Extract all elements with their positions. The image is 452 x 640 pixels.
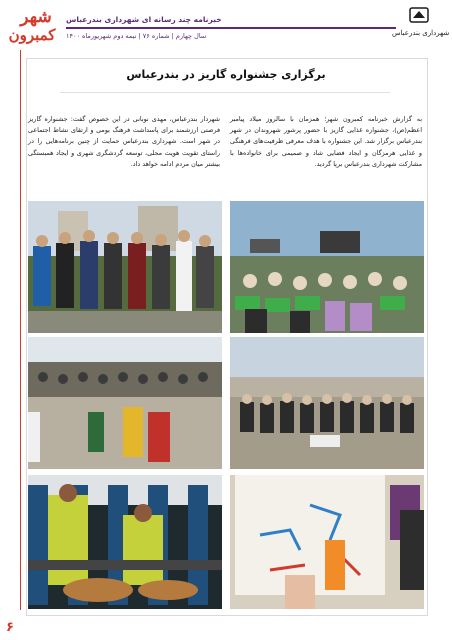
newsletter-title: خبرنامه چند رسانه ای شهرداری بندرعباس [66, 15, 222, 24]
page-number: ۶ [6, 620, 14, 635]
article-column-left: شهردار بندرعباس، مهدی نوبانی در این خصوص گفت: جشنواره گاریز فرصتی ارزشمند برای پاسداشت فرهنگ بومی و ارتقای نشاط اجتماعی در شهر است. شهرداری بندرعباس حمایت از چنین برنامه‌هایی را در راستای تقویت هویت محلی، توسعه گردشگری شهری و ایجاد همبستگی بیشتر میان مردم ادامه خواهد داد. [28, 115, 220, 168]
title-divider [60, 92, 390, 93]
photo-officials-standing [28, 201, 222, 333]
svg-text:شهر: شهر [20, 7, 52, 27]
emblem-icon [408, 6, 430, 24]
page-header [0, 0, 452, 50]
photo-panel-audience [230, 337, 424, 469]
photo-cooking-stall [28, 475, 222, 609]
municipality-name: شهرداری بندرعباس [392, 29, 450, 37]
side-accent-line [20, 50, 21, 610]
svg-text:کمبرون: کمبرون [8, 26, 56, 44]
photo-dancers-crowd [28, 337, 222, 469]
photo-children-painting [230, 475, 424, 609]
kambaroon-logo [2, 2, 66, 46]
photo-audience-seated [230, 201, 424, 333]
article-title: برگزاری جشنواره گاریز در بندرعباس [126, 68, 326, 81]
header-divider [66, 27, 396, 29]
municipality-logo [392, 6, 450, 44]
issue-info: سال چهارم | شماره ۷۶ | نیمه دوم شهریورماه ۱۴۰۰ [66, 32, 207, 40]
article-column-right: به گزارش خبرنامه کمبرون شهر؛ همزمان با سالروز میلاد پیامبر اعظم(ص)، جشنواره غذایی گاریز با حضور پرشور شهروندان در شهر بندرعباس برگزار شد. این جشنواره با هدف معرفی ظرفیت‌های فرهنگی و غذایی هرمزگان و ایجاد فضایی شاد و صمیمی برای خانواده‌ها با مشارکت شهرداری بندرعباس برپا گردید. [230, 115, 422, 168]
